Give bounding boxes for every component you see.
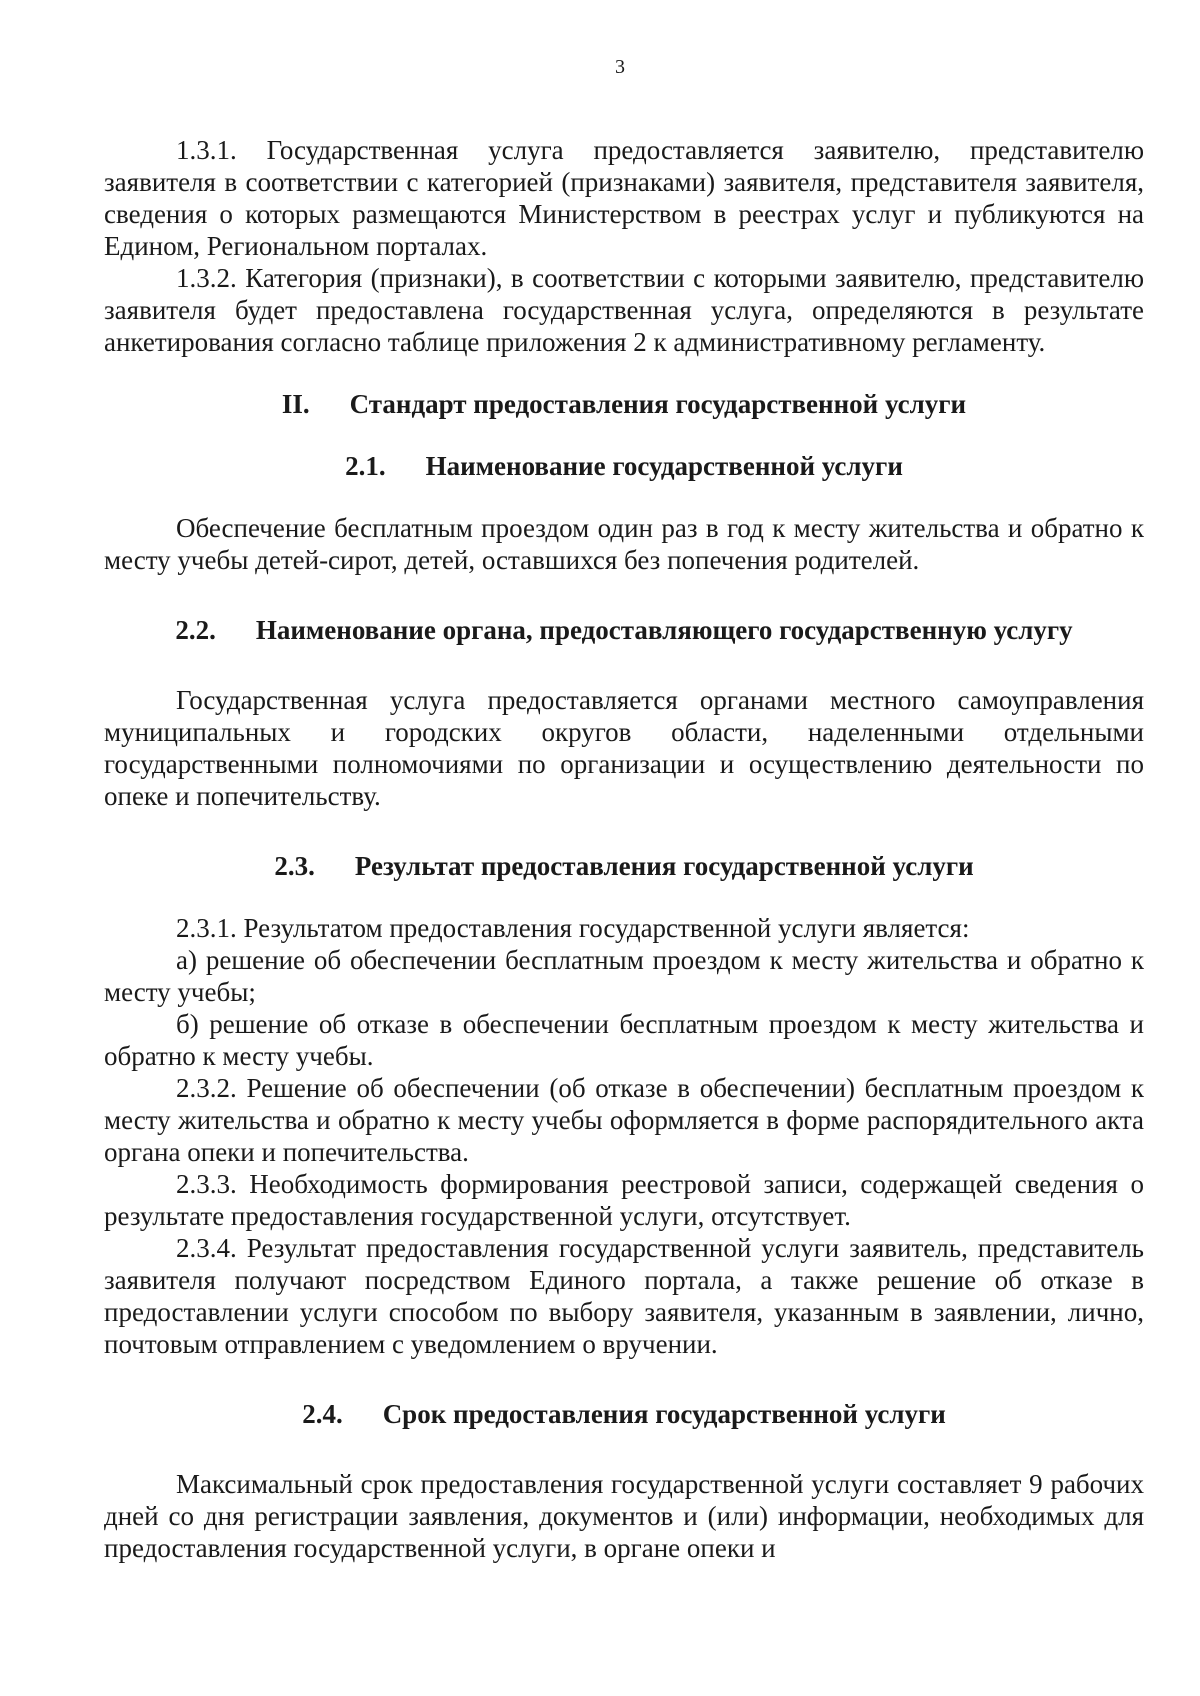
- paragraph-2-4: Максимальный срок предоставления государственной услуги составляет 9 рабочих дней со дня регистрации заявления, документов и (или) информации, необходимых для предоставления государственной услуги, в органе опеки и: [104, 1469, 1144, 1563]
- section-heading-2-2: [104, 614, 1144, 646]
- section-number: II.: [281, 389, 310, 419]
- paragraph-1-3-1: 1.3.1. Государственная услуга предоставляется заявителю, представителю заявителя в соответствии с категорией (признаками) заявителя, представителя заявителя, сведения о которых размещаются Министерством в реестрах услуг и публикуются на Едином, Региональном порталах.: [104, 135, 1144, 261]
- section-number: 2.4.: [302, 1399, 343, 1429]
- document-body: [104, 134, 1144, 1564]
- section-number: 2.1.: [345, 451, 386, 481]
- section-title: Наименование органа, предоставляющего государственную услугу: [255, 615, 1073, 645]
- section-title: Результат предоставления государственной услуги: [354, 851, 974, 881]
- paragraph-2-3-3: 2.3.3. Необходимость формирования реестровой записи, содержащей сведения о результате предоставления государственной услуги, отсутствует.: [104, 1169, 1144, 1231]
- paragraph-2-3-1: 2.3.1. Результатом предоставления государственной услуги является:: [176, 913, 970, 943]
- section-title: Срок предоставления государственной услуги: [382, 1399, 946, 1429]
- section-heading-2-4: [104, 1398, 1144, 1430]
- paragraph-1-3-2: 1.3.2. Категория (признаки), в соответствии с которыми заявителю, представителю заявителя будет предоставлена государственная услуга, определяются в результате анкетирования согласно таблице приложения 2 к административному регламенту.: [104, 263, 1144, 357]
- paragraph-2-3-2: 2.3.2. Решение об обеспечении (об отказе в обеспечении) бесплатным проездом к месту жительства и обратно к месту учебы оформляется в форме распорядительного акта органа опеки и попечительства.: [104, 1073, 1144, 1167]
- page-number: 3: [615, 56, 625, 78]
- paragraph-2-3-1-a: а) решение об обеспечении бесплатным проездом к месту жительства и обратно к месту учебы;: [104, 945, 1144, 1007]
- paragraph-2-3-4: 2.3.4. Результат предоставления государственной услуги заявитель, представитель заявителя получают посредством Единого портала, а также решение об отказе в предоставлении услуги способом по выбору заявителя, указанным в заявлении, лично, почтовым отправлением с уведомлением о вручении.: [104, 1233, 1144, 1359]
- section-heading-2-3: [104, 850, 1144, 882]
- section-number: 2.3.: [274, 851, 315, 881]
- section-number: 2.2.: [175, 615, 216, 645]
- section-title: Наименование государственной услуги: [425, 451, 903, 481]
- section-title: Стандарт предоставления государственной услуги: [349, 389, 967, 419]
- section-heading-2-1: [104, 450, 1144, 482]
- paragraph-2-3-1-b: б) решение об отказе в обеспечении бесплатным проездом к месту жительства и обратно к месту учебы.: [104, 1009, 1144, 1071]
- section-heading-II: [104, 388, 1144, 420]
- paragraph-2-2: Государственная услуга предоставляется органами местного самоуправления муниципальных и городских округов области, наделенными отдельными государственными полномочиями по организации и осуществлению деятельности по опеке и попечительству.: [104, 685, 1144, 811]
- paragraph-2-1: Обеспечение бесплатным проездом один раз в год к месту жительства и обратно к месту учебы детей-сирот, детей, оставшихся без попечения родителей.: [104, 513, 1144, 575]
